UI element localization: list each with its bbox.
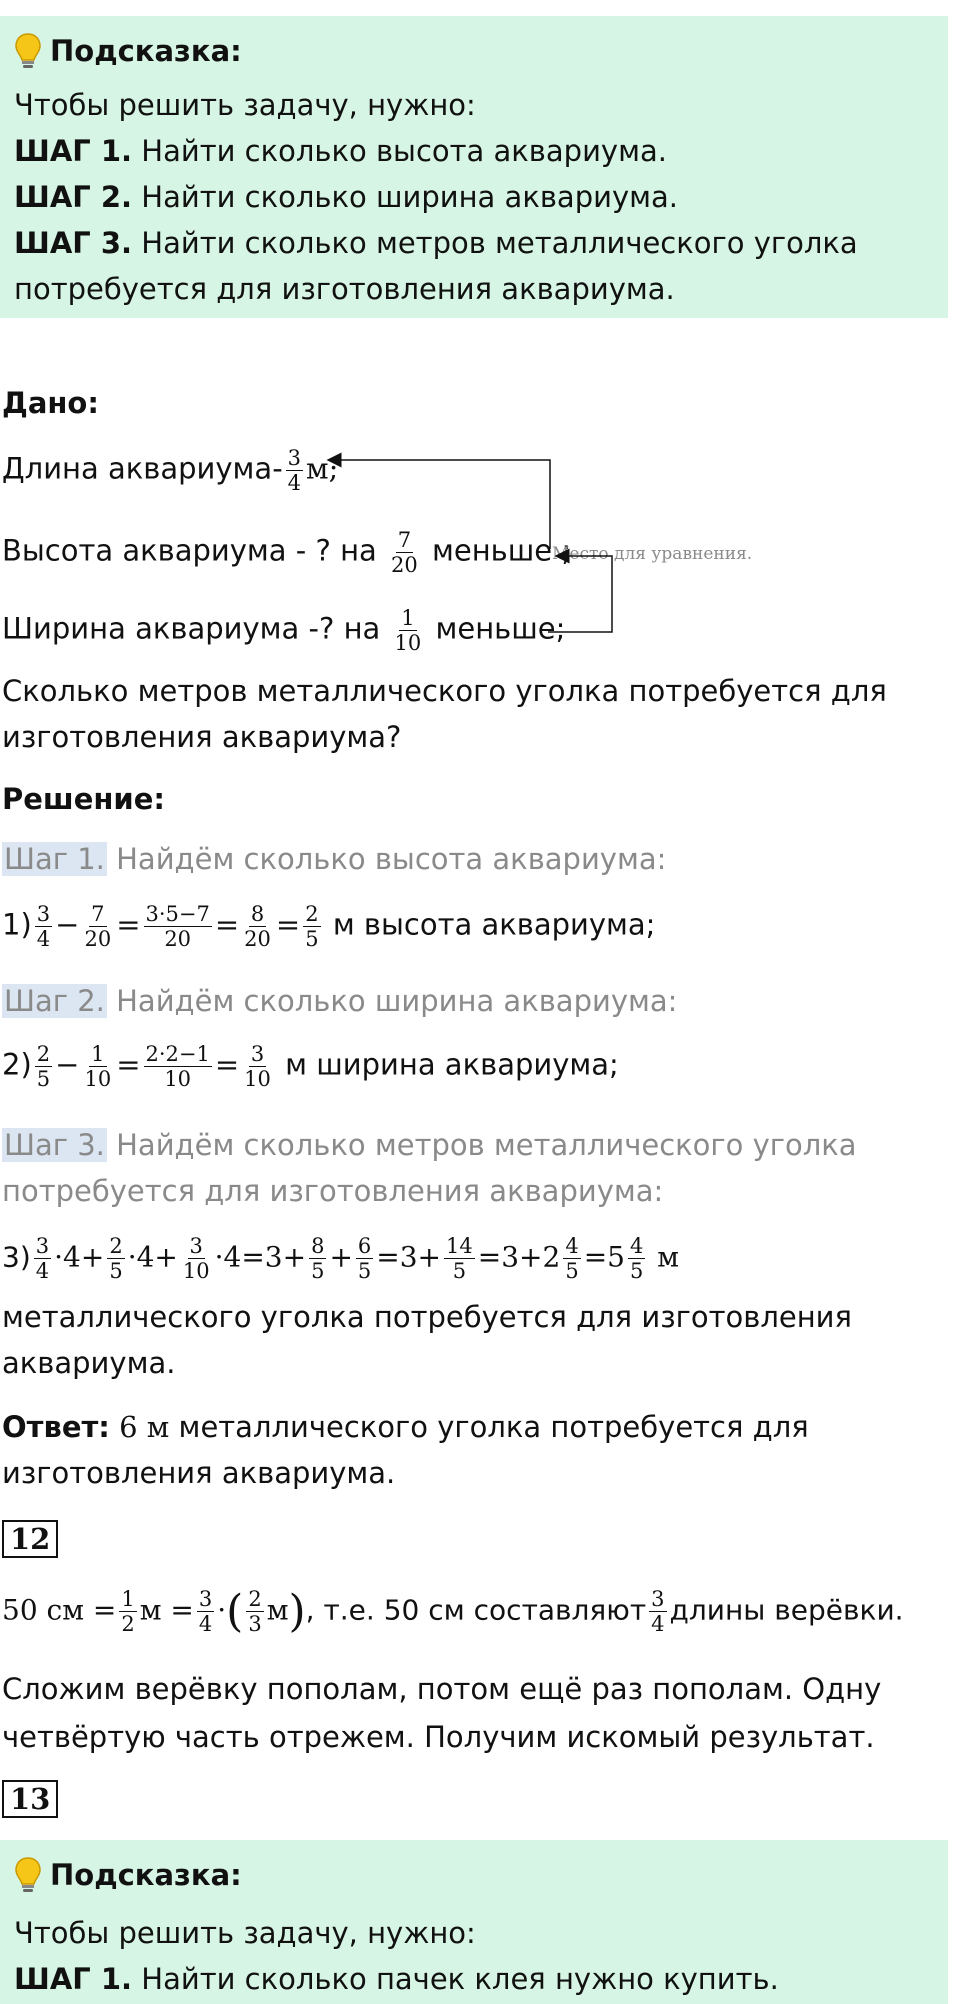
hint-step-2: ШАГ 2. Найти сколько ширина аквариума. (14, 180, 678, 214)
answer-cont: изготовления аквариума. (2, 1456, 396, 1490)
hint-step-3-cont: потребуется для изготовления аквариума. (14, 272, 675, 306)
fraction: $\frac{1}{10}$ (394, 606, 422, 655)
equation-note: Место для уравнения. (552, 544, 753, 564)
given-length: Длина аквариума- $\frac{3}{4}$ м; (2, 446, 339, 495)
task-number-13: 13 (2, 1780, 58, 1818)
solution-title: Решение: (2, 782, 166, 816)
given-title: Дано: (2, 386, 99, 420)
task-number-12: 12 (2, 1520, 58, 1558)
hint-step-1: ШАГ 1. Найти сколько высота аквариума. (14, 134, 667, 168)
hint-step-3: ШАГ 3. Найти сколько метров металлического уголка (14, 226, 858, 260)
step-3-heading: Шаг 3. Найдём сколько метров металлического уголка (4, 1128, 857, 1162)
step-1-heading: Шаг 1. Найдём сколько высота аквариума: (4, 842, 667, 876)
task-12-equation: 50 см = $\frac{1}{2}$ м = $\frac{3}{4}$ ·( $\frac{2}{3}$ м), т.е. 50 см составляют $\frac{3}{4}$ длины верёвки. (2, 1586, 904, 1637)
given-width: Ширина аквариума -? на $\frac{1}{10}$ меньше; (2, 606, 566, 655)
given-height: Высота аквариума - ? на $\frac{7}{20}$ меньше ; (2, 528, 572, 577)
hint-intro: Чтобы решить задачу, нужно: (14, 1916, 476, 1950)
equation-3-cont-2: аквариума. (2, 1346, 176, 1380)
step-3-heading-cont: потребуется для изготовления аквариума: (2, 1174, 664, 1208)
fraction: $\frac{7}{20}$ (391, 528, 418, 577)
fraction: $\frac{3}{4}$ (287, 446, 302, 495)
lightbulb-icon (14, 1856, 42, 1894)
hint-title: Подсказка: (50, 34, 242, 68)
equation-3-cont-1: металлического уголка потребуется для изготовления (2, 1300, 852, 1334)
relation-arrows (0, 440, 960, 640)
step-2-heading: Шаг 2. Найдём сколько ширина аквариума: (4, 984, 678, 1018)
hint-header (14, 1854, 934, 1896)
question-line-1: Сколько метров металлического уголка потребуется для (2, 674, 887, 708)
lightbulb-icon (14, 32, 42, 70)
equation-3: 3) $\frac{3}{4}$ ·4+ $\frac{2}{5}$ ·4+ $\frac{3}{10}$ ·4=3+ $\frac{8}{5}$ + $\frac{6}{5}$ =3+ $\frac{14}{5}$ =3+2 $\frac{4}{5}$ =5 $\frac{4}{5}$ м (2, 1234, 680, 1283)
equation-2: 2) $\frac{2}{5}$ − $\frac{1}{10}$ = $\frac{2\cdot 2-1}{10}$ = $\frac{3}{10}$ м ширина аквариума; (2, 1042, 619, 1091)
hint-box-2 (0, 1840, 948, 2004)
question-line-2: изготовления аквариума? (2, 720, 402, 754)
equation-1: 1) $\frac{3}{4}$ − $\frac{7}{20}$ = $\frac{3\cdot 5-7}{20}$ = $\frac{8}{20}$ = $\frac{2}{5}$ м высота аквариума; (2, 902, 656, 951)
task-12-text-1: Сложим верёвку пополам, потом ещё раз пополам. Одну (2, 1672, 882, 1706)
hint-header (14, 30, 934, 72)
hint-step-1: ШАГ 1. Найти сколько пачек клея нужно купить. (14, 1962, 779, 1996)
answer: Ответ: 6 м металлического уголка потребуется для (2, 1410, 809, 1444)
hint-box (0, 16, 948, 318)
hint-title: Подсказка: (50, 1858, 242, 1892)
hint-intro: Чтобы решить задачу, нужно: (14, 88, 476, 122)
task-12-text-2: четвёртую часть отрежем. Получим искомый результат. (2, 1720, 875, 1754)
